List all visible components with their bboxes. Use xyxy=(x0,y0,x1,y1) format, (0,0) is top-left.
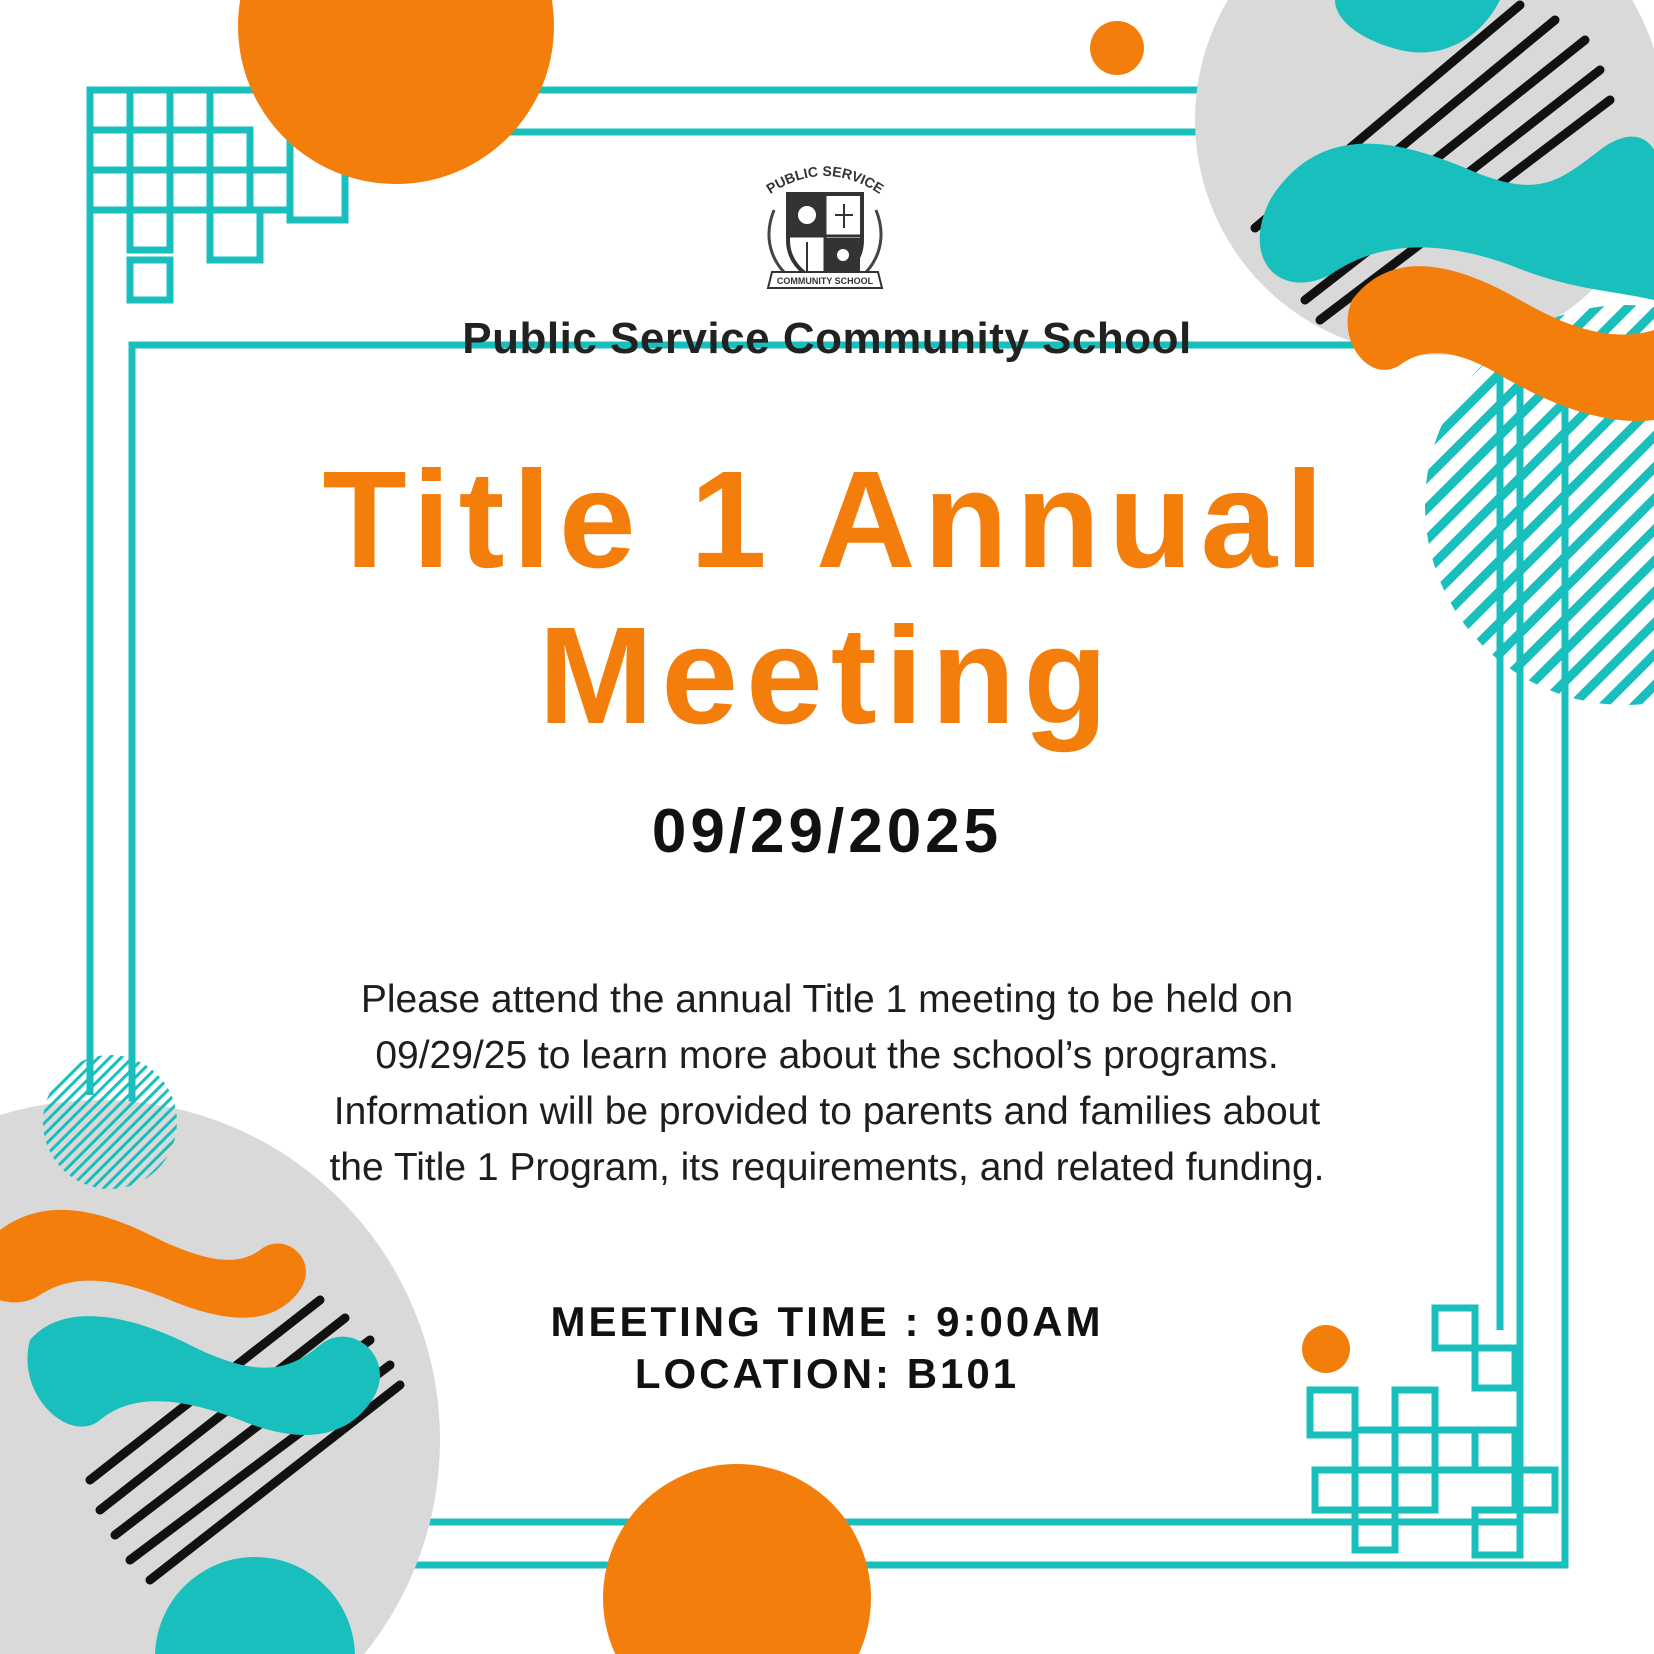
svg-text:PUBLIC SERVICE: PUBLIC SERVICE xyxy=(763,162,887,197)
orange-circle-bottom xyxy=(603,1464,871,1654)
meeting-date: 09/29/2025 xyxy=(651,797,1003,866)
page-title xyxy=(0,442,1654,754)
title-line-1: Title 1 Annual xyxy=(322,443,1332,597)
striped-circle-left xyxy=(43,1055,177,1189)
school-crest-icon xyxy=(752,160,898,300)
school-name: Public Service Community School xyxy=(462,314,1192,363)
school-logo xyxy=(752,160,898,300)
meeting-location: LOCATION: B101 xyxy=(634,1350,1020,1397)
description-line: Please attend the annual Title 1 meeting to be held on xyxy=(360,978,1294,1021)
description-line: Information will be provided to parents and families about xyxy=(333,1090,1321,1133)
orange-dot-top xyxy=(1090,21,1144,75)
description-paragraph xyxy=(220,972,1434,1196)
description-line: the Title 1 Program, its requirements, and related funding. xyxy=(329,1146,1325,1189)
title-line-2: Meeting xyxy=(538,599,1116,753)
description-line: 09/29/25 to learn more about the school’s programs. xyxy=(375,1034,1279,1077)
svg-text:COMMUNITY SCHOOL: COMMUNITY SCHOOL xyxy=(776,276,874,286)
meeting-time: MEETING TIME : 9:00AM xyxy=(550,1298,1104,1345)
meeting-details xyxy=(0,1296,1654,1400)
orange-circle-top-left xyxy=(238,0,554,184)
